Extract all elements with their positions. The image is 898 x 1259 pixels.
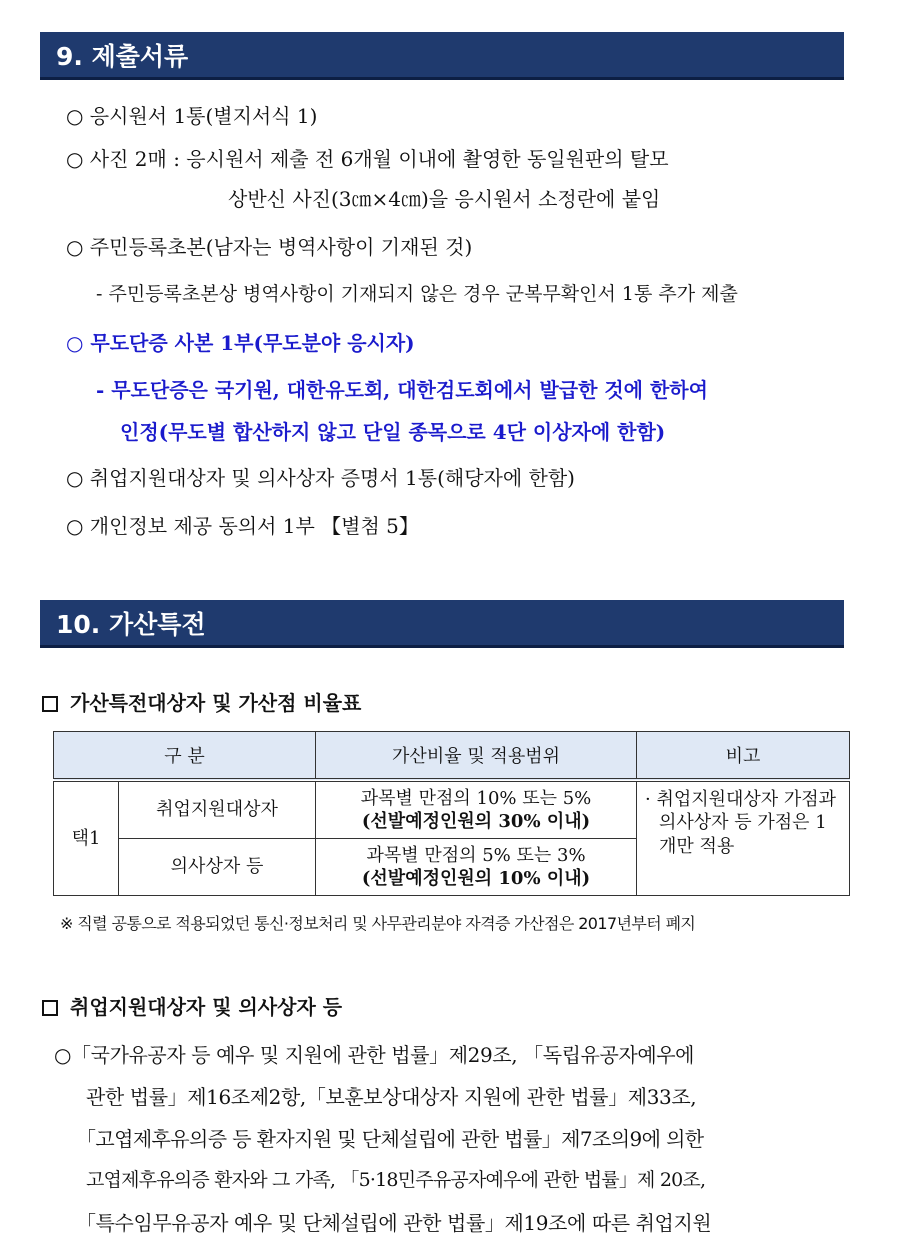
law-line: 관한 법률」제16조제2항,「보훈보상대상자 지원에 관한 법률」제33조,	[86, 1085, 697, 1109]
doc-item-resident-sub: - 주민등록초본상 병역사항이 기재되지 않은 경우 군복무확인서 1통 추가 제출	[96, 283, 738, 305]
section-9-header	[40, 32, 844, 80]
doc-item-photo-cont: 상반신 사진(3㎝×4㎝)을 응시원서 소정란에 붙임	[228, 187, 661, 211]
doc-item-photo: ○ 사진 2매 : 응시원서 제출 전 6개월 이내에 촬영한 동일원판의 탈모	[66, 147, 669, 171]
section-10-title: 10. 가산특전	[56, 609, 206, 639]
header-remark: 비고	[637, 732, 850, 781]
doc-item-martial-sub: - 무도단증은 국기원, 대한유도회, 대한검도회에서 발급한 것에 한하여	[96, 378, 708, 402]
doc-item-martial: ○ 무도단증 사본 1부(무도분야 응시자)	[66, 331, 415, 355]
law-line: 「특수임무유공자 예우 및 단체설립에 관한 법률」제19조에 따른 취업지원	[76, 1211, 712, 1235]
header-rate: 가산비율 및 적용범위	[316, 732, 637, 781]
doc-item-privacy: ○ 개인정보 제공 동의서 1부 【별첨 5】	[66, 514, 419, 538]
sub-heading: 취업지원대상자 및 의사상자 등	[42, 991, 342, 1020]
remark-cell: · 취업지원대상자 가점과 의사상자 등 가점은 1 개만 적용	[637, 780, 850, 896]
rate-cell: 과목별 만점의 5% 또는 3% (선발예정인원의 10% 이내)	[316, 839, 637, 896]
bonus-table	[53, 731, 850, 896]
category-cell: 취업지원대상자	[119, 780, 316, 839]
checkbox-square-icon	[42, 1000, 58, 1016]
law-line: 「고엽제후유의증 등 환자지원 및 단체설립에 관한 법률」제7조의9에 의한	[76, 1127, 704, 1151]
group-cell: 택1	[54, 780, 119, 896]
checkbox-square-icon	[42, 696, 58, 712]
doc-item-certificate: ○ 취업지원대상자 및 의사상자 증명서 1통(해당자에 한함)	[66, 466, 575, 490]
law-line: 고엽제후유의증 환자와 그 가족, 「5·18민주유공자예우에 관한 법률」제 20조,	[86, 1169, 706, 1191]
section-9-title: 9. 제출서류	[56, 41, 189, 71]
table-row	[54, 780, 850, 839]
table-header-row	[54, 732, 850, 781]
doc-item-application: ○ 응시원서 1통(별지서식 1)	[66, 104, 318, 128]
category-cell: 의사상자 등	[119, 839, 316, 896]
header-category: 구 분	[54, 732, 316, 781]
rate-cell: 과목별 만점의 10% 또는 5% (선발예정인원의 30% 이내)	[316, 780, 637, 839]
section-10-header	[40, 600, 844, 648]
doc-item-resident: ○ 주민등록초본(남자는 병역사항이 기재된 것)	[66, 235, 473, 259]
doc-item-martial-sub-cont: 인정(무도별 합산하지 않고 단일 종목으로 4단 이상자에 한함)	[120, 420, 666, 444]
law-line: ○「국가유공자 등 예우 및 지원에 관한 법률」제29조, 「독립유공자예우에	[54, 1043, 695, 1067]
table-note: ※ 직렬 공통으로 적용되었던 통신·정보처리 및 사무관리분야 자격증 가산점은 2017년부터 폐지	[60, 914, 696, 933]
table-heading: 가산특전대상자 및 가산점 비율표	[42, 687, 361, 716]
